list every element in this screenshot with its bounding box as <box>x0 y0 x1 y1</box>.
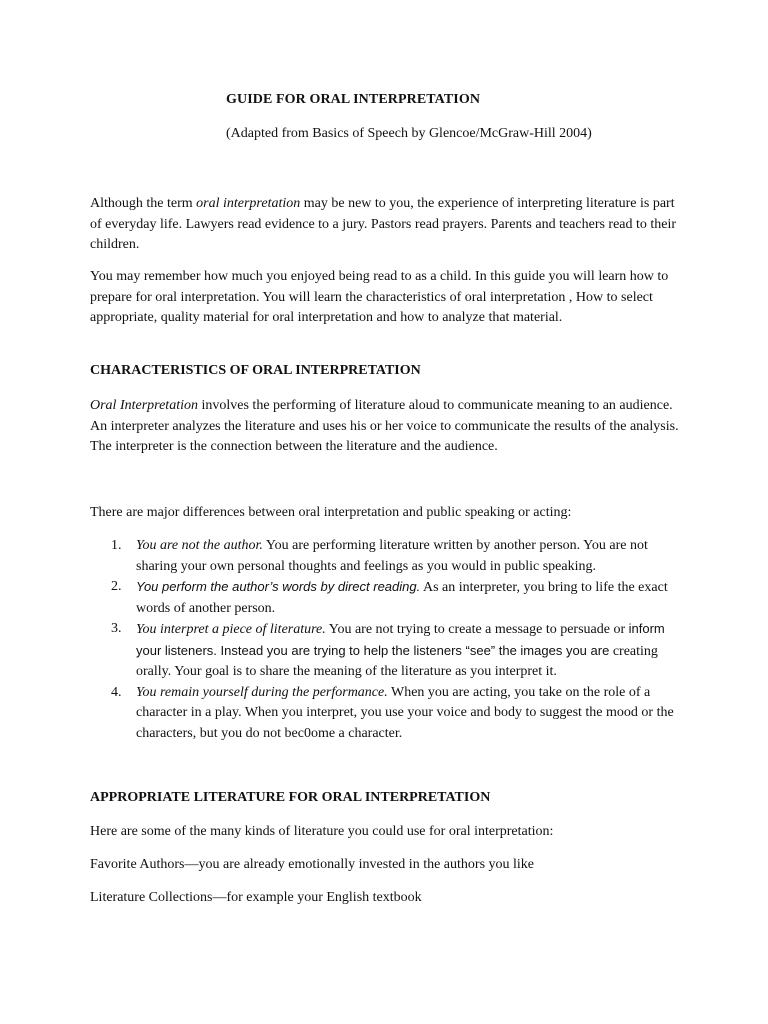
list-item <box>90 577 680 619</box>
intro-p1-emphasis: oral interpretation <box>196 196 301 211</box>
list-item-text-end: creating orally. Your goal is to share the meaning of the literature as you interpret it. <box>136 643 658 679</box>
list-item <box>90 536 680 577</box>
literature-collections: Literature Collections—for example your English textbook <box>90 890 422 905</box>
list-item-number: 3. <box>111 621 122 636</box>
characteristics-emphasis: Oral Interpretation <box>90 398 198 413</box>
intro-p1-text-b: may be new to you, the experience of interpreting literature is part of everyday life. Lawyers read evidence to a jury. Pastors read prayers. Parents and teachers read to their children. <box>90 196 677 252</box>
list-item-emphasis: You are not the author. <box>136 538 263 553</box>
list-item-number: 4. <box>111 684 122 700</box>
differences-list <box>90 536 680 744</box>
characteristics-paragraph <box>90 396 680 458</box>
source-note: (Adapted from Basics of Speech by Glencoe/McGraw-Hill 2004) <box>226 126 592 141</box>
list-item-text-alt-font: inform your listeners. Instead you are trying to help the listeners “see” the images you are <box>136 621 665 658</box>
characteristics-text: involves the performing of literature aloud to communicate meaning to an audience. An interpreter analyzes the literature and uses his or her voice to communicate the results of the analysis. The interpreter is the connection between the literature and the audience. <box>90 398 679 454</box>
intro-p1-text-a: Although the term <box>90 196 197 211</box>
section-heading-characteristics: CHARACTERISTICS OF ORAL INTERPRETATION <box>90 363 421 378</box>
list-item-emphasis: You interpret a piece of literature. <box>136 622 326 637</box>
list-item-text: As an interpreter, you bring to life the exact words of another person. <box>136 580 668 616</box>
list-item-number: 2. <box>111 579 122 594</box>
list-item-number: 1. <box>111 538 122 553</box>
intro-paragraph-1 <box>90 194 680 256</box>
list-item-text: You are not trying to create a message to persuade or <box>325 622 629 637</box>
section-heading-literature: APPROPRIATE LITERATURE FOR ORAL INTERPRETATION <box>90 790 491 805</box>
literature-intro: Here are some of the many kinds of literature you could use for oral interpretation: <box>90 824 554 839</box>
list-item-emphasis: You remain yourself during the performance. <box>136 684 388 700</box>
differences-intro: There are major differences between oral interpretation and public speaking or acting: <box>90 505 572 520</box>
list-item-text: You are performing literature written by another person. You are not sharing your own personal thoughts and feelings as you would in public speaking. <box>136 538 648 574</box>
list-item <box>90 683 680 745</box>
intro-paragraph-2: You may remember how much you enjoyed being read to as a child. In this guide you will learn how to prepare for oral interpretation. You will learn the characteristics of oral interpretation , How to select appropriate, quality material for oral interpretation and how to analyze that material. <box>90 269 669 325</box>
literature-favorite-authors: Favorite Authors—you are already emotionally invested in the authors you like <box>90 857 535 872</box>
page-title: GUIDE FOR ORAL INTERPRETATION <box>226 92 481 107</box>
list-item <box>90 619 680 683</box>
list-item-emphasis: You perform the author’s words by direct reading. <box>136 579 421 594</box>
list-item-text: When you are acting, you take on the role of a character in a play. When you interpret, you use your voice and body to suggest the mood or the characters, but you do not bec0ome a character. <box>136 684 674 741</box>
